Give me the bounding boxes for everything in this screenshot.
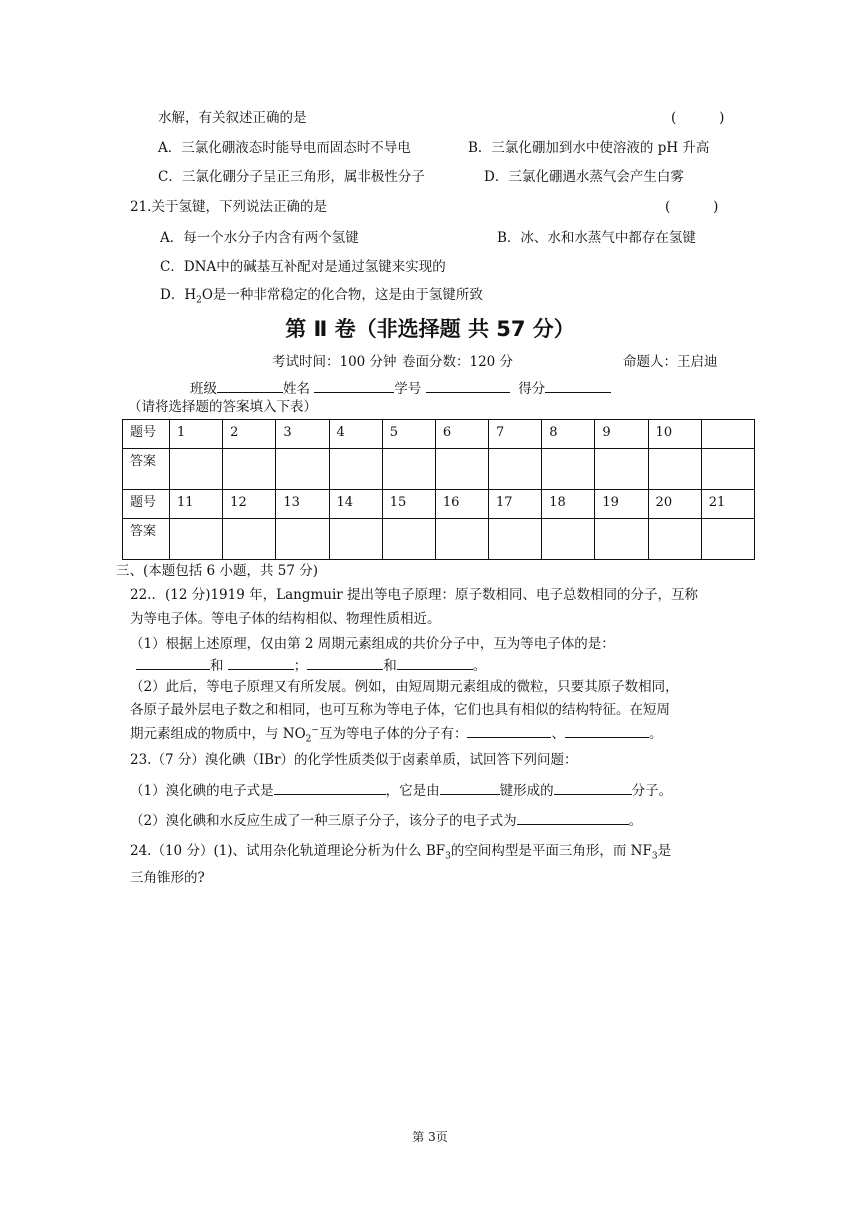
q22-blank-5[interactable] <box>467 723 551 738</box>
answer-cell[interactable] <box>276 519 329 560</box>
q23-stem: 23.（7 分）溴化碘（IBr）的化学性质类似于卤素单质，试回答下列问题： <box>130 752 578 768</box>
answer-cell[interactable] <box>648 449 701 490</box>
q20-answer-paren: ( ) <box>671 110 725 126</box>
q24-line-1: 24.（10 分）(1)、试用杂化轨道理论分析为什么 $BF_3$的空间构型是平面三角形，而 $NF_3$是 <box>130 843 672 862</box>
q20-stem-cont: 水解，有关叙述正确的是 <box>158 110 307 126</box>
answer-cell[interactable] <box>329 519 382 560</box>
q21-answer-paren: ( ) <box>665 199 719 215</box>
name-label: 姓名 <box>283 381 310 397</box>
q20-option-a: A．三氯化硼液态时能导电而固态时不导电 <box>158 140 411 156</box>
answer-cell[interactable] <box>701 519 754 560</box>
q22-part1: （1）根据上述原理，仅由第 2 周期元素组成的共价分子中，互为等电子体的是： <box>130 636 615 652</box>
answer-cell[interactable] <box>223 449 276 490</box>
number-cell: 12 <box>223 490 276 519</box>
number-cell: 21 <box>701 490 754 519</box>
number-cell: 18 <box>542 490 595 519</box>
number-cell: 14 <box>329 490 382 519</box>
q22-line-1: 22.．(12 分)1919 年，Langmuir 提出等电子原理：原子数相同、电子总数相同的分子，互称 <box>130 587 699 603</box>
number-cell: 6 <box>435 420 488 449</box>
score-blank[interactable] <box>545 378 611 393</box>
number-cell: 11 <box>170 490 223 519</box>
q22-blank-6[interactable] <box>565 723 649 738</box>
q22-part2-line-3: 期元素组成的物质中，与 $NO_2^-$互为等电子体的分子有： 、 。 <box>130 723 662 744</box>
number-cell: 17 <box>489 490 542 519</box>
number-cell: 20 <box>648 490 701 519</box>
q23-blank-1[interactable] <box>274 780 386 795</box>
q22-blank-4[interactable] <box>397 655 473 670</box>
name-blank[interactable] <box>314 378 394 393</box>
section3-heading: 三、(本题包括 6 小题，共 57 分) <box>116 563 318 579</box>
number-cell: 2 <box>223 420 276 449</box>
number-cell: 9 <box>595 420 648 449</box>
answer-cell[interactable] <box>276 449 329 490</box>
q23-blank-2[interactable] <box>440 780 500 795</box>
q22-blank-2[interactable] <box>228 655 294 670</box>
answer-table <box>122 419 755 560</box>
id-blank[interactable] <box>426 378 510 393</box>
q22-blanks-line: 和 ； 和 。 <box>136 655 486 676</box>
number-cell: 16 <box>435 490 488 519</box>
number-cell <box>701 420 754 449</box>
number-cell: 8 <box>542 420 595 449</box>
class-label: 班级 <box>190 381 217 397</box>
number-row-1 <box>123 420 755 449</box>
q22-part2-line-1: （2）此后，等电子原理又有所发展。例如，由短周期元素组成的微粒，只要其原子数相同， <box>130 679 679 695</box>
answer-cell[interactable] <box>170 519 223 560</box>
number-header: 题号 <box>123 420 170 449</box>
q22-blank-3[interactable] <box>307 655 383 670</box>
answer-header: 答案 <box>123 449 170 490</box>
number-header: 题号 <box>123 490 170 519</box>
answer-row-1 <box>123 449 755 490</box>
class-blank[interactable] <box>217 378 283 393</box>
q21-stem: 21.关于氢键，下列说法正确的是 <box>130 199 327 215</box>
q21-option-c: C．DNA中的碱基互补配对是通过氢键来实现的 <box>160 259 446 275</box>
exam-time: 考试时间：100 分钟 <box>272 354 397 370</box>
answer-cell[interactable] <box>701 449 754 490</box>
q23-blank-4[interactable] <box>517 810 629 825</box>
answer-cell[interactable] <box>542 449 595 490</box>
q22-line-2: 为等电子体。等电子体的结构相似、物理性质相近。 <box>130 611 441 627</box>
answer-header: 答案 <box>123 519 170 560</box>
answer-cell[interactable] <box>435 449 488 490</box>
table-note: （请将选择题的答案填入下表） <box>128 399 317 415</box>
answer-cell[interactable] <box>489 449 542 490</box>
answer-cell[interactable] <box>595 449 648 490</box>
answer-cell[interactable] <box>223 519 276 560</box>
q21-option-b: B．冰、水和水蒸气中都存在氢键 <box>497 230 696 246</box>
q23-part2: （2）溴化碘和水反应生成了一种三原子分子，该分子的电子式为 。 <box>130 810 642 831</box>
q20-option-c: C．三氯化硼分子呈正三角形，属非极性分子 <box>158 169 425 185</box>
number-cell: 13 <box>276 490 329 519</box>
id-label: 学号 <box>394 381 422 397</box>
answer-cell[interactable] <box>648 519 701 560</box>
answer-cell[interactable] <box>382 519 435 560</box>
answer-cell[interactable] <box>542 519 595 560</box>
q21-option-a: A．每一个水分子内含有两个氢键 <box>160 230 359 246</box>
q23-part1: （1）溴化碘的电子式是 ，它是由 键形成的 分子。 <box>130 780 672 801</box>
answer-cell[interactable] <box>329 449 382 490</box>
number-cell: 10 <box>648 420 701 449</box>
q20-option-d: D．三氯化硼遇水蒸气会产生白雾 <box>484 169 684 185</box>
answer-cell[interactable] <box>170 449 223 490</box>
answer-cell[interactable] <box>382 449 435 490</box>
answer-cell[interactable] <box>595 519 648 560</box>
page-number: 第 3页 <box>412 1130 448 1144</box>
number-cell: 4 <box>329 420 382 449</box>
q21-option-d: D．$H_2O$是一种非常稳定的化合物，这是由于氢键所致 <box>160 287 483 306</box>
number-cell: 5 <box>382 420 435 449</box>
number-row-2 <box>123 490 755 519</box>
q22-blank-1[interactable] <box>136 655 210 670</box>
number-cell: 7 <box>489 420 542 449</box>
number-cell: 3 <box>276 420 329 449</box>
student-info-line <box>190 378 611 399</box>
q22-part2-line-2: 各原子最外层电子数之和相同，也可互称为等电子体，它们也具有相似的结构特征。在短周 <box>130 702 670 718</box>
number-cell: 15 <box>382 490 435 519</box>
q24-line-2: 三角锥形的? <box>130 870 205 886</box>
number-cell: 19 <box>595 490 648 519</box>
answer-cell[interactable] <box>435 519 488 560</box>
q23-blank-3[interactable] <box>554 780 632 795</box>
score-label: 得分 <box>518 381 546 397</box>
exam-score: 卷面分数：120 分 <box>402 354 514 370</box>
answer-row-2 <box>123 519 755 560</box>
exam-author: 命题人：王启迪 <box>623 354 718 370</box>
section-title: 第 Ⅱ 卷（非选择题 共 57 分） <box>285 317 575 341</box>
answer-cell[interactable] <box>489 519 542 560</box>
number-cell: 1 <box>170 420 223 449</box>
q20-option-b: B．三氯化硼加到水中使溶液的 pH 升高 <box>468 140 710 156</box>
